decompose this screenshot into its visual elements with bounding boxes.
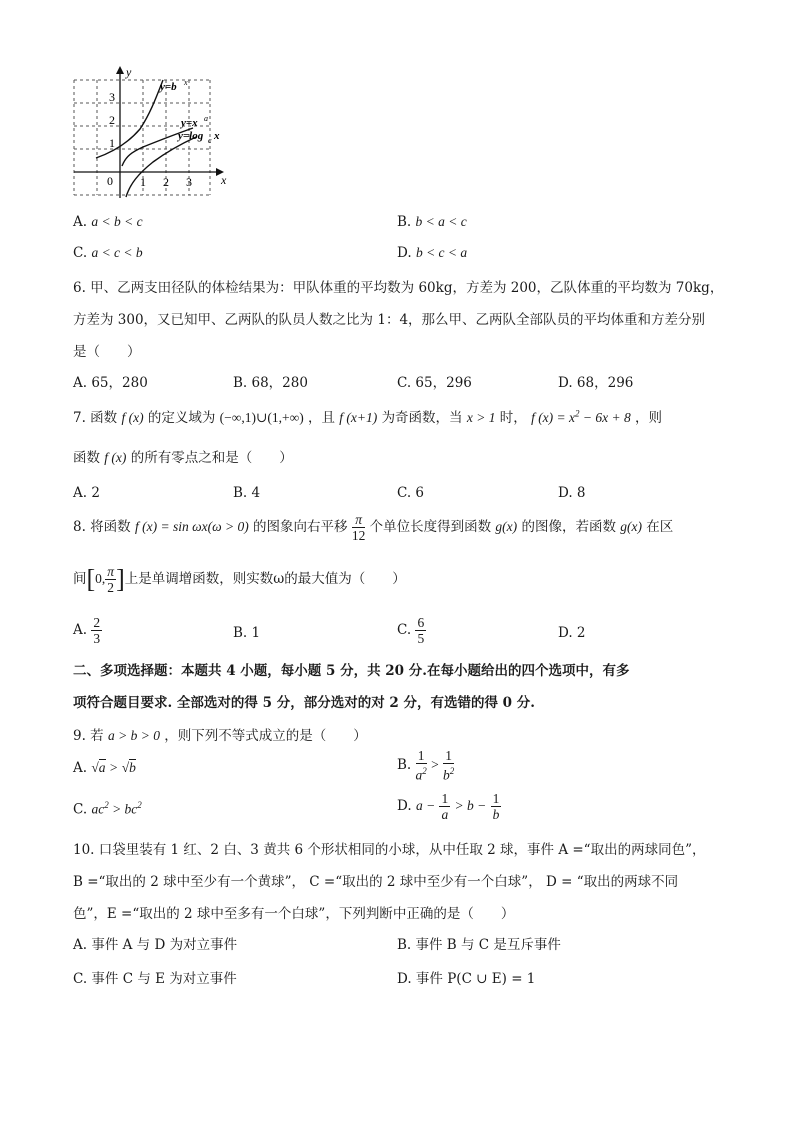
q5-option-c — [73, 245, 143, 261]
function-graph — [68, 66, 248, 201]
label-log-sub: c — [208, 136, 212, 145]
q10-stem-line1: 10. 口袋里装有 1 红、2 白、3 黄共 6 个形状相同的小球，从中任取 2 球，事件 A =“取出的两球同色”， — [73, 842, 706, 858]
denominator: 12 — [351, 528, 366, 543]
exp: 2 — [422, 766, 427, 776]
curve-exp — [96, 80, 163, 158]
option-letter: B. — [397, 756, 412, 773]
numerator: 1 — [441, 791, 449, 806]
option-letter: C. — [397, 622, 412, 638]
math-gx: g(x) — [495, 519, 518, 534]
x-tick-1: 1 — [140, 175, 146, 189]
q10-stem-line3: 色”，E =“取出的 2 球中至多有一个白球”，下列判断中正确的是（ ） — [73, 906, 515, 922]
option-letter: C. — [73, 245, 88, 261]
denominator: a — [441, 807, 449, 822]
q8-option-c — [397, 614, 426, 646]
q8-stem-line2 — [73, 563, 406, 595]
q6-stem-line3: 是（ ） — [73, 344, 141, 360]
q7-stem-line2 — [73, 446, 293, 466]
denominator: 5 — [417, 631, 425, 646]
math-domain: (−∞,1)∪(1,+∞) — [219, 410, 304, 425]
option-letter: A. — [73, 760, 88, 776]
text: 7. 函数 — [73, 410, 118, 426]
radicand: a — [98, 760, 106, 775]
q10-option-d: D. 事件 P(C ∪ E) = 1 — [397, 971, 536, 987]
q8-option-a — [73, 614, 102, 646]
text: ，则下列不等式成立的是（ ） — [164, 728, 367, 744]
text: 在区 — [646, 519, 674, 535]
exp: 2 — [137, 800, 142, 810]
gt-sign: > — [431, 756, 439, 772]
q10-option-b: B. 事件 B 与 C 是互斥事件 — [397, 937, 561, 953]
math-fx-def: f (x) = x — [531, 410, 576, 425]
q10-option-a: A. 事件 A 与 D 为对立事件 — [73, 937, 238, 953]
text: 间 — [73, 571, 87, 587]
q7-option-c: C. 6 — [397, 485, 425, 501]
fraction — [415, 615, 426, 646]
radicand: b — [129, 760, 136, 775]
q6-option-a: A. 65，280 — [73, 375, 148, 391]
math-fx: f (x) — [104, 450, 127, 465]
sqrt-a: √a — [91, 760, 106, 775]
math-fx1: f (x+1) — [339, 410, 378, 425]
q10-option-c: C. 事件 C 与 E 为对立事件 — [73, 971, 237, 987]
q8-option-b: B. 1 — [233, 625, 261, 641]
option-letter: D. — [397, 798, 412, 814]
x-tick-3: 3 — [186, 175, 192, 189]
math-text: > b − — [454, 798, 487, 813]
fraction — [491, 791, 502, 822]
fraction — [91, 615, 102, 646]
text: 的所有零点之和是（ ） — [130, 450, 293, 466]
denominator-b: b — [442, 767, 450, 783]
option-letter: A. — [73, 214, 88, 230]
text: ，且 — [308, 410, 335, 426]
text: 函数 — [73, 450, 100, 466]
fraction-pi-12 — [352, 512, 366, 543]
x-tick-2: 2 — [163, 175, 169, 189]
math-fx-rest: − 6x + 8 — [579, 410, 631, 425]
option-letter: A. — [73, 622, 88, 638]
q8-option-d: D. 2 — [558, 625, 586, 641]
math-ac: ac — [91, 801, 105, 817]
q8-stem-line1 — [73, 512, 673, 543]
label-power: y=x — [181, 117, 198, 129]
math-fx: f (x) — [121, 410, 144, 425]
option-text: a < b < c — [91, 214, 143, 229]
numerator: 2 — [93, 615, 101, 630]
text: 上是单调增函数，则实数ω的最大值为（ ） — [124, 571, 406, 587]
text: 时， — [499, 410, 527, 426]
option-text: b < c < a — [415, 245, 468, 260]
option-text: a < c < b — [91, 245, 143, 260]
text: 8. 将函数 — [73, 519, 131, 535]
text: 的图像，若函数 — [521, 519, 616, 535]
q6-stem-line1: 6. 甲、乙两支田径队的体检结果为：甲队体重的平均数为 60kg，方差为 200，乙队体重的平均数为 70kg， — [73, 280, 724, 296]
math-text: a − — [415, 798, 436, 813]
y-tick-3: 3 — [109, 90, 115, 104]
math-cond: a > b > 0 — [107, 728, 160, 743]
numerator: 1 — [443, 748, 454, 764]
label-log-x: x — [214, 130, 220, 142]
bracket-left: [ — [86, 564, 96, 594]
section2-heading-line2: 项符合题目要求. 全部选对的得 5 分，部分选对的对 2 分，有选错的得 0 分. — [73, 695, 535, 711]
q7-option-b: B. 4 — [233, 485, 261, 501]
q5-option-a — [73, 214, 143, 230]
y-axis-label: y — [126, 66, 132, 79]
section2-heading-line1: 二、多项选择题：本题共 4 小题，每小题 5 分，共 20 分.在每小题给出的四个选项中，有多 — [73, 663, 630, 679]
exp: 2 — [449, 766, 455, 776]
q9-option-b — [397, 748, 454, 783]
math-gx: g(x) — [620, 519, 642, 534]
q6-option-b: B. 68，280 — [233, 375, 308, 391]
fraction-pi-2 — [105, 564, 116, 595]
q6-stem-line2: 方差为 300，又已知甲、乙两队的队员人数之比为 1：4，那么甲、乙两队全部队员的平均体重和方差分别 — [73, 312, 706, 328]
q6-option-c: C. 65，296 — [397, 375, 472, 391]
fraction — [439, 791, 450, 822]
gt-sign: > — [109, 760, 118, 775]
numerator: π — [352, 512, 366, 528]
denominator: 2 — [107, 580, 115, 595]
option-letter: B. — [397, 214, 412, 230]
q7-option-d: D. 8 — [558, 485, 586, 501]
q9-option-c — [73, 800, 142, 818]
denominator: 3 — [93, 631, 101, 646]
text: 为奇函数，当 — [381, 410, 463, 426]
numerator: 6 — [417, 615, 425, 630]
fraction — [443, 748, 454, 783]
interval-start: 0, — [95, 571, 106, 586]
math-cond: x > 1 — [466, 410, 496, 425]
q6-option-d: D. 68，296 — [558, 375, 634, 391]
text: ，则 — [635, 410, 663, 426]
q7-option-a: A. 2 — [73, 485, 100, 501]
x-axis-label: x — [221, 173, 227, 187]
origin-label: 0 — [107, 174, 113, 188]
denominator: b — [492, 807, 500, 822]
text: 的图象向右平移 — [253, 519, 348, 535]
option-letter: D. — [397, 245, 412, 261]
numerator: π — [107, 564, 115, 579]
q5-option-d — [397, 245, 467, 261]
y-tick-1: 1 — [109, 136, 115, 150]
option-letter: C. — [73, 801, 88, 818]
bracket-right: ] — [116, 564, 125, 594]
label-exp-sup: x — [184, 78, 188, 87]
text: 的定义域为 — [147, 410, 216, 426]
sqrt-b: √b — [121, 760, 136, 775]
option-text: b < a < c — [415, 214, 467, 229]
numerator: 1 — [416, 748, 427, 764]
q9-option-a — [73, 760, 136, 776]
label-log: y=log — [178, 130, 204, 142]
math-exp: 2 — [575, 408, 580, 419]
label-power-sup: a — [204, 114, 208, 123]
text: 个单位长度得到函数 — [369, 519, 492, 535]
text: 9. 若 — [73, 728, 104, 744]
numerator: 1 — [492, 791, 500, 806]
math-bc: > bc — [108, 801, 138, 817]
math-func: f (x) = sin ωx(ω > 0) — [134, 519, 249, 534]
q7-stem-line1 — [73, 406, 662, 426]
exp: 2 — [104, 800, 109, 810]
q9-stem — [73, 724, 367, 744]
q9-option-d — [397, 790, 501, 822]
q10-stem-line2: B =“取出的 2 球中至少有一个黄球”， C =“取出的 2 球中至少有一个白球”， D = “取出的两球不同 — [73, 874, 679, 890]
q5-option-b — [397, 214, 467, 230]
fraction — [416, 748, 427, 783]
y-tick-2: 2 — [109, 113, 115, 127]
label-exp: y=b — [160, 81, 177, 93]
denominator-a: a — [415, 767, 423, 783]
